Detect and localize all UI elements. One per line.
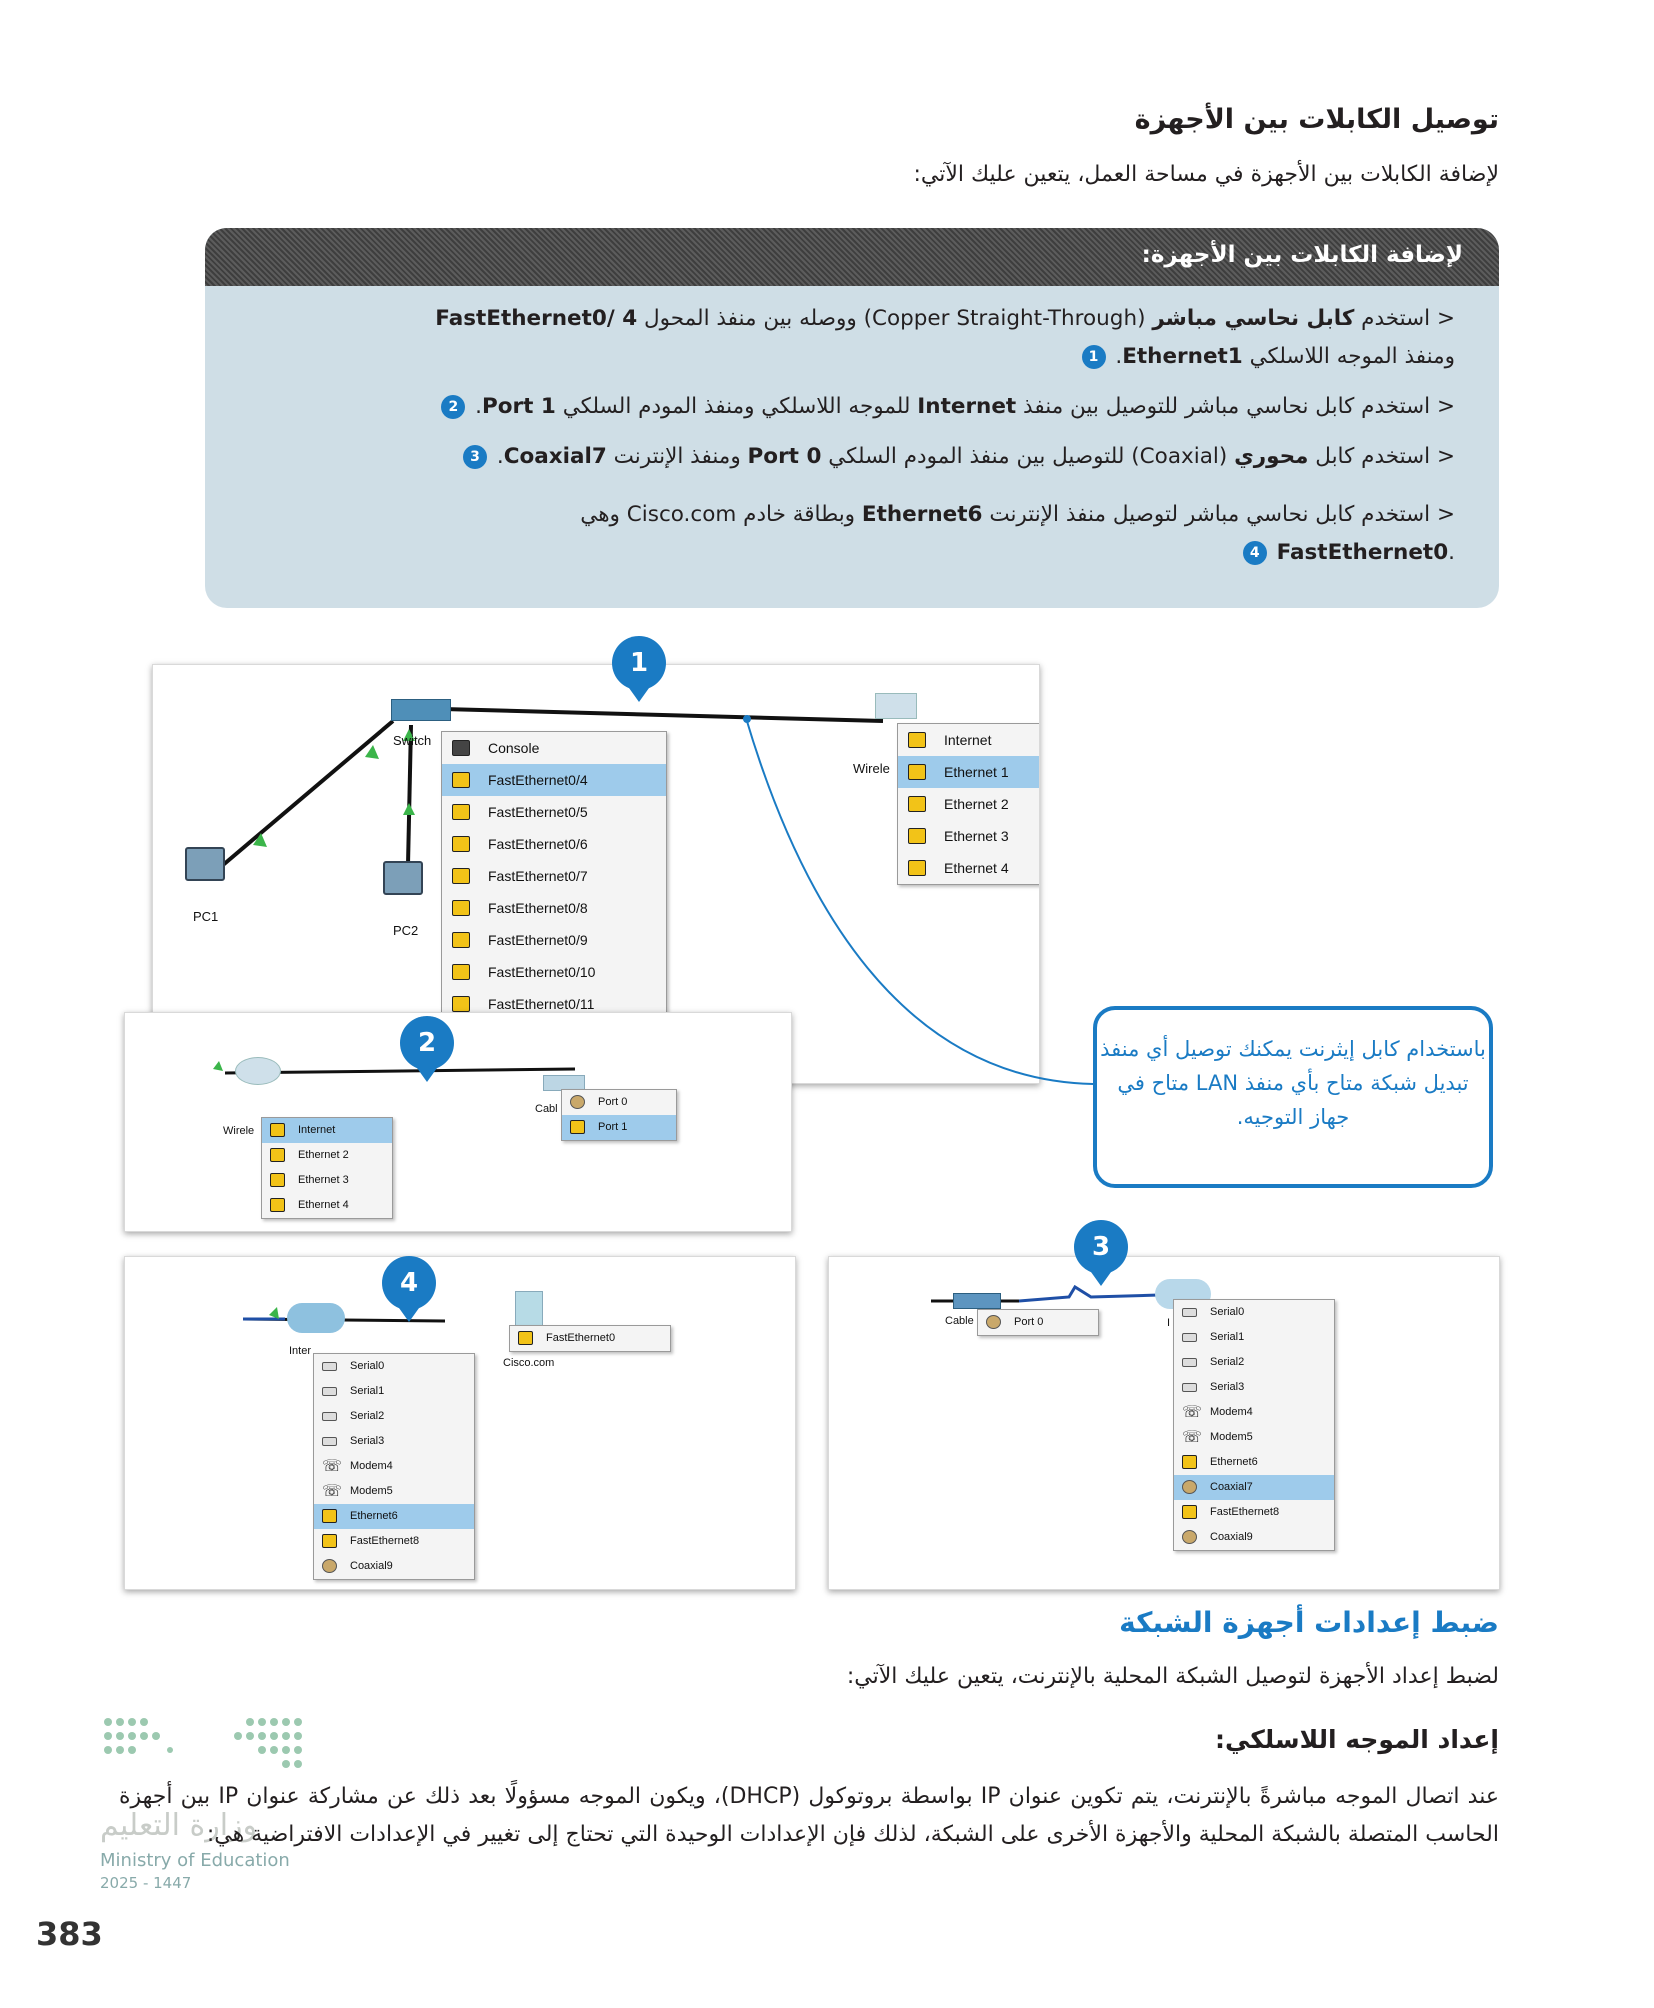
modem-port-menu bbox=[561, 1089, 677, 1141]
coaxial-port-icon bbox=[1182, 1530, 1197, 1544]
serial-port-icon bbox=[1182, 1358, 1197, 1367]
menu-item-fastethernet0-6[interactable]: FastEthernet0/6 bbox=[442, 828, 666, 860]
internet-label: I bbox=[1167, 1317, 1171, 1329]
menu-item-serial3[interactable]: Serial3 bbox=[314, 1429, 474, 1454]
menu-item-fastethernet0-4[interactable]: FastEthernet0/4 bbox=[442, 764, 666, 796]
menu-item-coaxial7[interactable]: Coaxial7 bbox=[1174, 1475, 1334, 1500]
figure-3-modem-internet bbox=[828, 1256, 1500, 1590]
step-number-badge: 3 bbox=[463, 445, 487, 469]
menu-item-ethernet-4[interactable]: Ethernet 4 bbox=[262, 1193, 392, 1218]
ethernet-port-icon bbox=[270, 1123, 285, 1137]
internet-cloud-icon[interactable] bbox=[287, 1303, 345, 1333]
wireless-label: Wirele bbox=[223, 1125, 255, 1137]
figure-badge-4: 4 bbox=[382, 1256, 436, 1310]
coaxial-port-icon bbox=[570, 1095, 585, 1109]
menu-item-serial2[interactable]: Serial2 bbox=[314, 1404, 474, 1429]
server-port-menu bbox=[509, 1325, 671, 1352]
ministry-name-en: Ministry of Education bbox=[100, 1850, 290, 1871]
cable-modem-icon[interactable] bbox=[953, 1293, 1001, 1309]
menu-item-fastethernet8[interactable]: FastEthernet8 bbox=[314, 1529, 474, 1554]
ethernet-port-icon bbox=[322, 1534, 337, 1548]
menu-item-modem4[interactable]: ☏ Modem4 bbox=[322, 1458, 393, 1475]
bullet-icon: < bbox=[1430, 444, 1455, 469]
menu-item-ethernet6[interactable]: Ethernet6 bbox=[1174, 1450, 1334, 1475]
ethernet-port-icon bbox=[570, 1120, 585, 1134]
serial-port-icon bbox=[322, 1362, 337, 1371]
menu-item-coaxial9[interactable]: Coaxial9 bbox=[314, 1554, 474, 1579]
serial-port-icon bbox=[1182, 1333, 1197, 1342]
menu-item-ethernet-3[interactable]: Ethernet 3 bbox=[898, 820, 1040, 852]
menu-item-fastethernet0-11[interactable]: FastEthernet0/11 bbox=[442, 988, 666, 1020]
ethernet-port-icon bbox=[270, 1198, 285, 1212]
cable-label: Cabl bbox=[535, 1103, 558, 1115]
ethernet-port-icon bbox=[1182, 1455, 1197, 1469]
subsection-title: إعداد الموجه اللاسلكي: bbox=[1214, 1725, 1499, 1754]
figure-badge-3: 3 bbox=[1074, 1220, 1128, 1274]
menu-item-fastethernet0[interactable]: FastEthernet0 bbox=[510, 1326, 670, 1351]
ethernet-port-icon bbox=[518, 1331, 533, 1345]
step-2: < استخدم كابل نحاسي مباشر للتوصيل بين منفذ Internet للموجه اللاسلكي ومنفذ المودم السلكي Port 1. 2 bbox=[245, 388, 1455, 426]
step-4: < استخدم كابل نحاسي مباشر لتوصيل منفذ الإنترنت Ethernet6 وبطاقة خادم Cisco.com وهي .FastEthernet0 4 bbox=[580, 502, 1455, 565]
menu-item-fastethernet0-5[interactable]: FastEthernet0/5 bbox=[442, 796, 666, 828]
section-intro: لإضافة الكابلات بين الأجهزة في مساحة العمل، يتعين عليك الآتي: bbox=[913, 162, 1499, 187]
serial-port-icon bbox=[322, 1387, 337, 1396]
step-number-badge: 4 bbox=[1243, 541, 1267, 565]
figure-4-internet-server bbox=[124, 1256, 796, 1590]
pc1-label: PC1 bbox=[193, 909, 219, 924]
step-3: < استخدم كابل محوري (Coaxial) للتوصيل بين منفذ المودم السلكي Port 0 ومنفذ الإنترنت Coaxial7. 3 bbox=[245, 438, 1455, 476]
menu-item-ethernet-3[interactable]: Ethernet 3 bbox=[262, 1168, 392, 1193]
menu-item-modem5[interactable]: ☏ Modem5 bbox=[1182, 1429, 1253, 1446]
menu-item-fastethernet0-9[interactable]: FastEthernet0/9 bbox=[442, 924, 666, 956]
cable-label: Cable bbox=[945, 1315, 974, 1327]
menu-item-port-1[interactable]: Port 1 bbox=[562, 1115, 676, 1140]
pc2-label: PC2 bbox=[393, 923, 419, 938]
router-port-menu bbox=[261, 1117, 393, 1219]
ethernet-port-icon bbox=[1182, 1505, 1197, 1519]
bullet-icon: < bbox=[1430, 394, 1455, 419]
page-number: 383 bbox=[36, 1915, 103, 1953]
menu-item-serial3[interactable]: Serial3 bbox=[1174, 1375, 1334, 1400]
menu-item-ethernet-4[interactable]: Ethernet 4 bbox=[898, 852, 1040, 884]
coaxial-port-icon bbox=[1182, 1480, 1197, 1494]
figure-badge-1: 1 bbox=[612, 636, 666, 690]
section-title: توصيل الكابلات بين الأجهزة bbox=[1134, 104, 1499, 135]
ethernet-port-icon bbox=[270, 1173, 285, 1187]
modem-icon: ☏ bbox=[1182, 1429, 1203, 1446]
modem-icon: ☏ bbox=[1182, 1404, 1203, 1421]
modem-icon: ☏ bbox=[322, 1458, 343, 1475]
internet-port-menu bbox=[1173, 1299, 1335, 1551]
coaxial-port-icon bbox=[322, 1559, 337, 1573]
menu-item-modem5[interactable]: ☏ Modem5 bbox=[322, 1483, 393, 1500]
section2-paragraph: عند اتصال الموجه مباشرةً بالإنترنت، يتم تكوين عنوان IP بواسطة بروتوكول (DHCP)، ويكون الموجه مسؤولًا بعد ذلك عن مشاركة عنوان IP بين أجهزة الحاسب المتصلة بالشبكة المحلية والأجهزة الأخرى على الشبكة، لذلك فإن الإعدادات الوحيدة التي تحتاج إلى تغيير في الإعدادات الافتراضية هي: bbox=[119, 1784, 1499, 1847]
steps-header-text: لإضافة الكابلات بين الأجهزة: bbox=[1141, 242, 1463, 268]
internet-label: Inter bbox=[289, 1345, 312, 1357]
server-label: Cisco.com bbox=[503, 1357, 555, 1369]
callout-box: باستخدام كابل إيثرنت يمكنك توصيل أي منفذ تبديل شبكة متاح بأي منفذ LAN متاح في جهاز التوجيه. bbox=[1093, 1006, 1493, 1188]
wireless-label: Wirele bbox=[853, 761, 890, 776]
bullet-icon: < bbox=[1430, 502, 1455, 527]
ethernet-port-icon bbox=[322, 1509, 337, 1523]
section2-title: ضبط إعدادات أجهزة الشبكة bbox=[1119, 1606, 1499, 1639]
serial-port-icon bbox=[1182, 1308, 1197, 1317]
menu-item-ethernet6[interactable]: Ethernet6 bbox=[314, 1504, 474, 1529]
topology-lines bbox=[125, 1013, 791, 1231]
menu-item-internet[interactable]: Internet bbox=[898, 724, 1040, 756]
serial-port-icon bbox=[1182, 1383, 1197, 1392]
menu-item-fastethernet0-10[interactable]: FastEthernet0/10 bbox=[442, 956, 666, 988]
menu-item-serial2[interactable]: Serial2 bbox=[1174, 1350, 1334, 1375]
menu-item-console[interactable]: Console bbox=[442, 732, 666, 764]
step-number-badge: 1 bbox=[1082, 345, 1106, 369]
modem-port-menu bbox=[977, 1309, 1099, 1336]
ethernet-port-icon bbox=[270, 1148, 285, 1162]
step-number-badge: 2 bbox=[441, 395, 465, 419]
menu-item-coaxial9[interactable]: Coaxial9 bbox=[1174, 1525, 1334, 1550]
step-1: < استخدم كابل نحاسي مباشر (Copper Straight-Through) ووصله بين منفذ المحول FastEthernet0/ 4 ومنفذ الموجه اللاسلكي Ethernet1. 1 bbox=[435, 306, 1455, 369]
menu-item-internet[interactable]: Internet bbox=[262, 1118, 392, 1143]
menu-item-serial0[interactable]: Serial0 bbox=[314, 1354, 474, 1379]
menu-item-fastethernet0-8[interactable]: FastEthernet0/8 bbox=[442, 892, 666, 924]
ministry-name-ar: وزارة التعليم bbox=[100, 1808, 258, 1843]
figure-2-router-modem bbox=[124, 1012, 792, 1232]
menu-item-fastethernet8[interactable]: FastEthernet8 bbox=[1174, 1500, 1334, 1525]
menu-item-serial1[interactable]: Serial1 bbox=[314, 1379, 474, 1404]
modem-icon: ☏ bbox=[322, 1483, 343, 1500]
serial-port-icon bbox=[322, 1412, 337, 1421]
serial-port-icon bbox=[322, 1437, 337, 1446]
figure-badge-2: 2 bbox=[400, 1016, 454, 1070]
switch-label: Switch bbox=[393, 733, 432, 748]
internet-port-menu bbox=[313, 1353, 475, 1580]
menu-item-port-0[interactable]: Port 0 bbox=[978, 1310, 1098, 1335]
menu-item-ethernet-2[interactable]: Ethernet 2 bbox=[898, 788, 1040, 820]
bullet-icon: < bbox=[1430, 306, 1455, 331]
coaxial-port-icon bbox=[986, 1315, 1001, 1329]
section2-intro: لضبط إعداد الأجهزة لتوصيل الشبكة المحلية بالإنترنت، يتعين عليك الآتي: bbox=[846, 1664, 1499, 1689]
menu-item-modem4[interactable]: ☏ Modem4 bbox=[1182, 1404, 1253, 1421]
menu-item-serial0[interactable]: Serial0 bbox=[1174, 1300, 1334, 1325]
menu-item-fastethernet0-7[interactable]: FastEthernet0/7 bbox=[442, 860, 666, 892]
menu-item-ethernet-1[interactable]: Ethernet 1 bbox=[898, 756, 1040, 788]
ministry-year: 2025 - 1447 bbox=[100, 1874, 192, 1892]
menu-item-port-0[interactable]: Port 0 bbox=[562, 1090, 676, 1115]
wireless-router-icon[interactable] bbox=[235, 1057, 281, 1085]
menu-item-ethernet-2[interactable]: Ethernet 2 bbox=[262, 1143, 392, 1168]
menu-item-serial1[interactable]: Serial1 bbox=[1174, 1325, 1334, 1350]
